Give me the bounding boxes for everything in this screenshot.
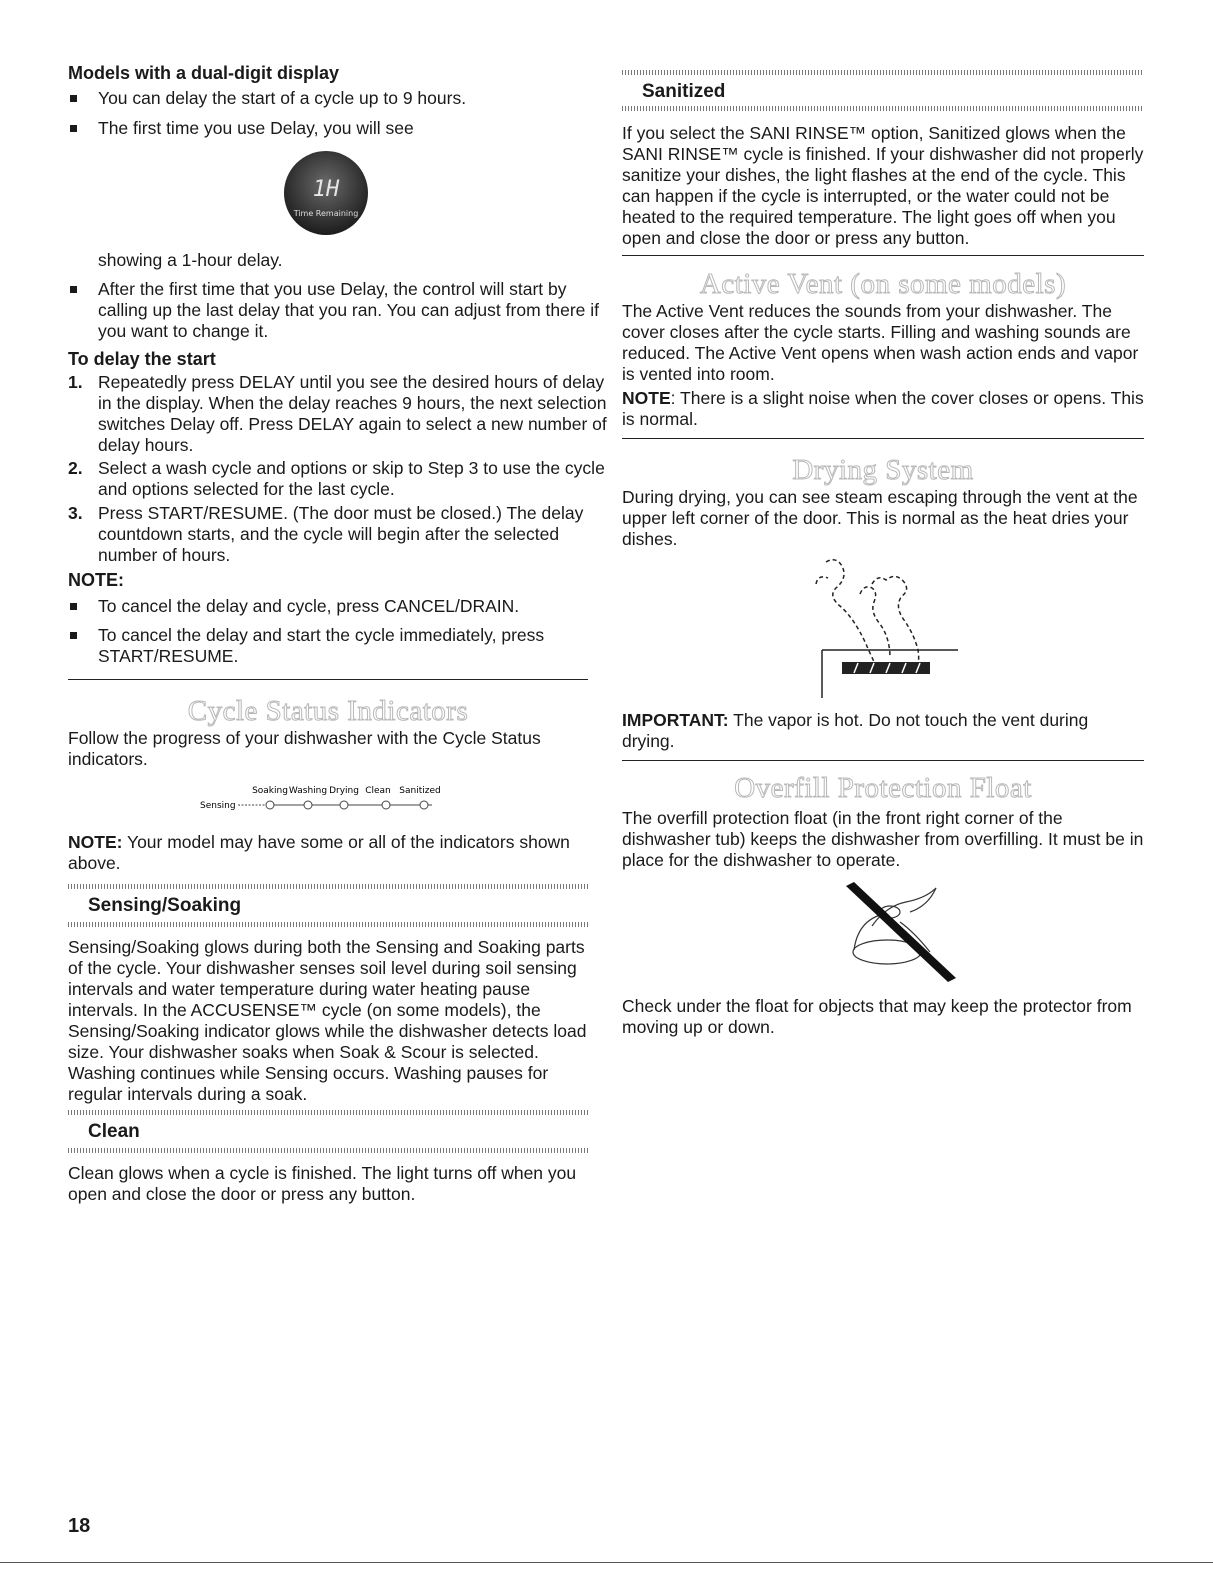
active-vent-title: Active Vent (on some models) — [699, 268, 1067, 300]
cycle-note: NOTE: Your model may have some or all of the indicators shown above. — [68, 832, 570, 873]
active-vent-note: NOTE: There is a slight noise when the cover closes or opens. This is normal. — [622, 388, 1144, 429]
indicator-drying: Drying — [329, 786, 359, 796]
step-2: 2. Select a wash cycle and options or skip to Step 3 to use the cycle and options selected for the last cycle. — [68, 458, 605, 499]
drying-system-title: Drying System — [792, 454, 974, 486]
step-3: 3. Press START/RESUME. (The door must be closed.) The delay countdown starts, and the cycle will begin after the selected number of hours. — [68, 503, 584, 565]
note-label: NOTE: — [68, 570, 124, 590]
drying-system-text: During drying, you can see steam escaping through the vent at the upper left corner of the door. This is normal as the heat dries your dishes. — [622, 487, 1138, 549]
steam-vent-illustration — [802, 550, 962, 700]
dual-digit-display-icon — [283, 150, 369, 236]
indicator-clean: Clean — [365, 786, 391, 796]
delay-start-heading: To delay the start — [68, 349, 216, 369]
indicator-soaking: Soaking — [252, 786, 288, 796]
note-bullet-cancel: To cancel the delay and cycle, press CANCEL/DRAIN. — [68, 596, 618, 617]
cycle-status-text: Follow the progress of your dishwasher with the Cycle Status indicators. — [68, 728, 541, 769]
bullet-after-first-time: After the first time that you use Delay, the control will start by calling up the last delay that you ran. You can adjust from there if you want to change it. — [68, 279, 618, 342]
cycle-status-indicators — [198, 773, 498, 813]
dual-digit-heading: Models with a dual-digit display — [68, 63, 340, 83]
divider — [622, 760, 1144, 761]
hatch-rule — [68, 1148, 588, 1153]
divider — [622, 255, 1144, 256]
display-label: Time Remaining — [293, 209, 359, 218]
hatch-rule — [622, 106, 1144, 111]
showing-delay-text: showing a 1-hour delay. — [98, 250, 283, 270]
overfill-float-text: The overfill protection float (in the front right corner of the dishwasher tub) keeps the dishwasher from overfilling. It must be in place for the dishwasher to operate. — [622, 808, 1144, 870]
indicator-sensing: Sensing — [200, 801, 236, 811]
page-number: 18 — [68, 1515, 91, 1537]
divider — [622, 438, 1144, 439]
active-vent-text: The Active Vent reduces the sounds from your dishwasher. The cover closes after the cycle starts. Filling and washing sounds are reduced. The Active Vent opens when wash action ends and vapor is vented into room. — [622, 301, 1139, 384]
bullet-delay-9-hours: You can delay the start of a cycle up to 9 hours. — [68, 88, 618, 109]
step-1: 1. Repeatedly press DELAY until you see the desired hours of delay in the display. When the delay reaches 9 hours, the next selection switches Delay off. Press DELAY again to select a new number of delay hours. — [68, 372, 607, 455]
cycle-status-title: Cycle Status Indicators — [187, 695, 469, 727]
float-check-text: Check under the float for objects that may keep the protector from moving up or down. — [622, 996, 1132, 1037]
divider — [68, 679, 588, 680]
bullet-first-time: The first time you use Delay, you will see — [68, 118, 618, 139]
hatch-rule — [68, 1110, 588, 1115]
overfill-float-illustration — [832, 882, 962, 982]
note-bullet-start: To cancel the delay and start the cycle immediately, press START/RESUME. — [68, 625, 588, 667]
sanitized-heading: Sanitized — [642, 81, 726, 102]
indicator-washing: Washing — [288, 786, 328, 796]
sanitized-text: If you select the SANI RINSE™ option, Sanitized glows when the SANI RINSE™ cycle is finished. If your dishwasher did not properly sanitize your dishes, the light flashes at the end of the cycle. This can happen if the cycle is interrupted, or the water could not be heated to the required temperature. The light goes off when you open and close the door or press any button. — [622, 123, 1144, 248]
hatch-rule — [68, 922, 588, 927]
hatch-rule — [68, 884, 588, 889]
clean-text: Clean glows when a cycle is finished. The light turns off when you open and close the door or press any button. — [68, 1163, 577, 1204]
display-digits: 1H — [312, 177, 340, 202]
sensing-soaking-heading: Sensing/Soaking — [88, 895, 242, 916]
overfill-float-title: Overfill Protection Float — [734, 772, 1032, 804]
page-bottom-rule — [0, 1562, 1213, 1563]
sensing-soaking-text: Sensing/Soaking glows during both the Sensing and Soaking parts of the cycle. Your dishwasher senses soil level during soil sensing intervals and water temperature during water heating pause intervals. In the ACCUSENSE™ cycle (on some models), the Sensing/Soaking indicator glows while the dishwasher detects load size. Your dishwasher soaks when Soak & Scour is selected. Washing continues while Sensing occurs. Washing pauses for regular intervals during a soak. — [68, 937, 587, 1104]
important-note: IMPORTANT: The vapor is hot. Do not touch the vent during drying. — [622, 710, 1089, 751]
clean-heading: Clean — [88, 1121, 140, 1142]
hatch-rule — [622, 70, 1144, 75]
indicator-sanitized: Sanitized — [399, 786, 441, 796]
